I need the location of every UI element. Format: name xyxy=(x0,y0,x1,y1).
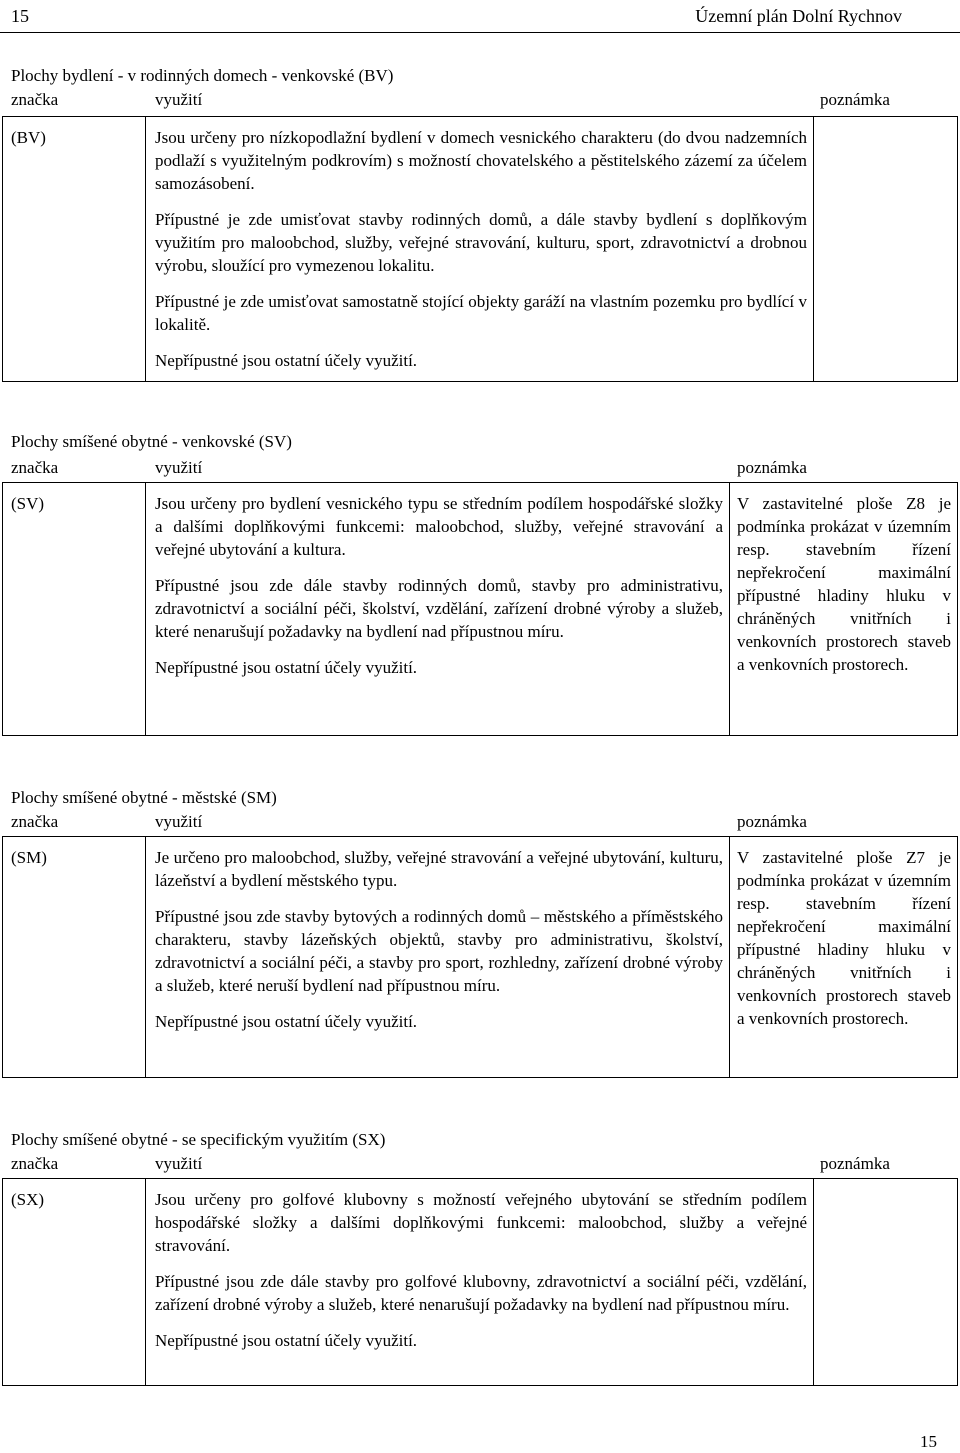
column-head-note: poznámka xyxy=(737,458,807,477)
usage-paragraph: Nepřípustné jsou ostatní účely využití. xyxy=(155,1012,418,1031)
usage-paragraph: Nepřípustné jsou ostatní účely využití. xyxy=(155,658,418,677)
column-head-note: poznámka xyxy=(820,90,890,109)
note-cell: V zastavitelné ploše Z7 je podmínka prokázat v územním resp. stavebním řízení nepřekročení maximální přípustné hladiny hluku v chráněných vnitřních i venkovních prostorech staveb a venkovních prostorech. xyxy=(737,848,951,1028)
section-code: (SM) xyxy=(11,848,47,867)
section-code: (BV) xyxy=(11,128,46,147)
section-title: Plochy bydlení - v rodinných domech - venkovské (BV) xyxy=(11,66,394,85)
usage-paragraph: Přípustné jsou zde dále stavby pro golfové klubovny, zdravotnictví a sociální péči, vzdělání, zařízení drobné výroby a služeb, které nenarušují požadavky na bydlení nad přípustnou míru. xyxy=(155,1272,807,1314)
usage-paragraph: Nepřípustné jsou ostatní účely využití. xyxy=(155,351,418,370)
column-head-note: poznámka xyxy=(737,812,807,831)
usage-paragraph: Přípustné je zde umisťovat samostatně stojící objekty garáží na vlastním pozemku pro bydlící v lokalitě. xyxy=(155,292,807,334)
column-head-code: značka xyxy=(11,90,59,109)
page-number-top: 15 xyxy=(11,6,29,26)
usage-paragraph: Přípustné je zde umisťovat stavby rodinných domů, a dále stavby bydlení s doplňkovým využitím pro maloobchod, služby, veřejné stravování, kulturu, sport, zdravotnictví a drobnou výrobu, sloužící pro vymezenou lokalitu. xyxy=(155,210,807,275)
column-head-usage: využití xyxy=(155,812,203,831)
column-head-usage: využití xyxy=(155,1154,203,1173)
section-table xyxy=(2,482,958,736)
section-table xyxy=(2,836,958,1078)
section-code: (SV) xyxy=(11,494,45,513)
column-head-usage: využití xyxy=(155,458,203,477)
note-cell: V zastavitelné ploše Z8 je podmínka prokázat v územním resp. stavebním řízení nepřekročení maximální přípustné hladiny hluku v chráněných vnitřních i venkovních prostorech staveb a venkovních prostorech. xyxy=(737,494,951,674)
usage-paragraph: Jsou určeny pro bydlení vesnického typu se středním podílem hospodářské složky a dalšími doplňkovými funkcemi: maloobchod, služby, veřejné stravování a veřejné ubytování a kultura. xyxy=(155,494,723,559)
section-code: (SX) xyxy=(11,1190,45,1209)
column-head-code: značka xyxy=(11,812,59,831)
usage-paragraph: Přípustné jsou zde dále stavby rodinných domů, stavby pro administrativu, zdravotnictví a sociální péči, školství, vzdělání, zařízení drobné výroby a služeb, které nenarušují požadavky na bydlení nad přípustnou míru. xyxy=(155,576,723,641)
column-head-code: značka xyxy=(11,1154,59,1173)
section-title: Plochy smíšené obytné - se specifickým využitím (SX) xyxy=(11,1130,386,1149)
document-title: Územní plán Dolní Rychnov xyxy=(695,6,902,26)
usage-paragraph: Jsou určeny pro nízkopodlažní bydlení v domech vesnického charakteru (do dvou nadzemních podlaží s využitelným podkrovím) s možností chovatelského a pěstitelského zázemí za účelem samozásobení. xyxy=(155,128,807,193)
usage-cell xyxy=(155,126,807,372)
page-header xyxy=(0,0,960,33)
usage-cell xyxy=(155,846,723,1033)
column-head-code: značka xyxy=(11,458,59,477)
usage-cell xyxy=(155,492,723,679)
page-number-bottom: 15 xyxy=(920,1432,937,1451)
section-title: Plochy smíšené obytné - venkovské (SV) xyxy=(11,432,292,451)
section-table xyxy=(2,1178,958,1386)
section-table xyxy=(2,116,958,382)
usage-paragraph: Jsou určeny pro golfové klubovny s možností veřejného ubytování se středním podílem hospodářské složky a dalšími doplňkovými funkcemi: maloobchod, služby a veřejné stravování. xyxy=(155,1190,807,1255)
usage-paragraph: Přípustné jsou zde stavby bytových a rodinných domů – městského a příměstského charakteru, stavby lázeňských objektů, stavby pro administrativu, školství, zdravotnictví a sociální péči, a stavby pro sport, rozhledny, zařízení drobné výroby a služeb, které neruší bydlení nad přípustnou míru. xyxy=(155,907,723,995)
usage-paragraph: Je určeno pro maloobchod, služby, veřejné stravování a veřejné ubytování, kulturu, lázeňství a bydlení městského typu. xyxy=(155,848,723,890)
column-head-note: poznámka xyxy=(820,1154,890,1173)
column-head-usage: využití xyxy=(155,90,203,109)
section-title: Plochy smíšené obytné - městské (SM) xyxy=(11,788,277,807)
usage-cell xyxy=(155,1188,807,1352)
usage-paragraph: Nepřípustné jsou ostatní účely využití. xyxy=(155,1331,418,1350)
